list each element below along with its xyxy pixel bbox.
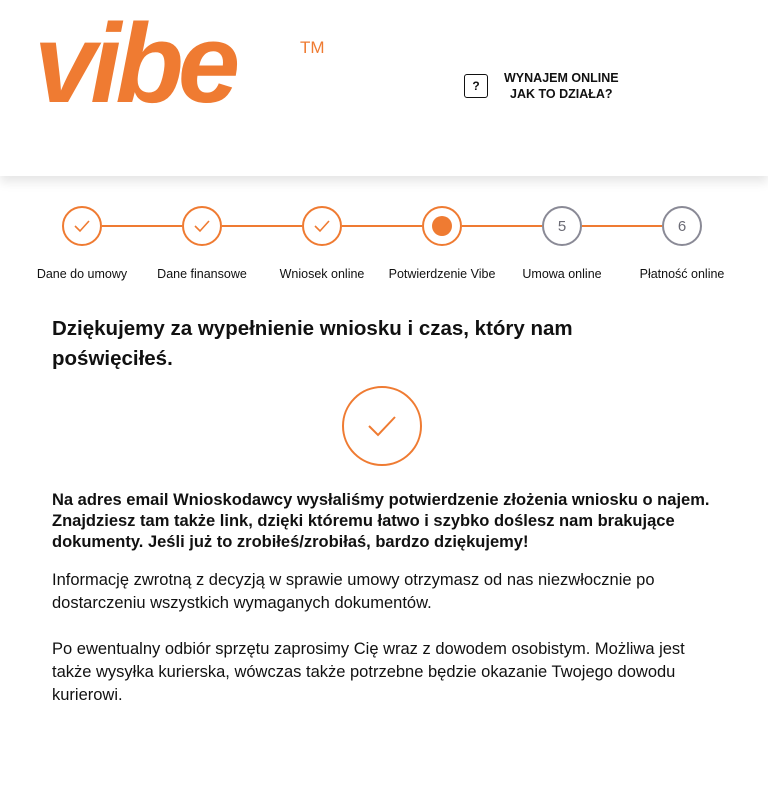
question-icon: ? xyxy=(464,74,488,98)
step-label: Umowa online xyxy=(522,267,602,281)
vibe-logo[interactable] xyxy=(30,1,330,146)
how-it-works-line-1: WYNAJEM ONLINE xyxy=(504,71,619,85)
how-it-works-line-2: JAK TO DZIAŁA? xyxy=(510,87,613,101)
step-circle-current xyxy=(422,206,462,246)
current-step-dot-icon xyxy=(432,216,452,236)
checkmark-icon xyxy=(313,219,331,233)
confirmation-content xyxy=(52,314,732,704)
email-confirmation-text: Na adres email Wnioskodawcy wysłaliśmy potwierdzenie złożenia wniosku o najem. Znajdziesz tam także link, dzięki któremu łatwo i szybko doślesz nam brakujące dokumenty. Jeśli już to zrobiłeś/zrobiłaś, bardzo dziękujemy! xyxy=(52,491,710,551)
step-label: Dane do umowy xyxy=(36,267,128,281)
step-circle-future: 5 xyxy=(542,206,582,246)
step-label: Płatność online xyxy=(639,267,725,281)
checkmark-icon xyxy=(193,219,211,233)
step-connector xyxy=(102,225,182,227)
checkmark-icon xyxy=(73,219,91,233)
decision-info-text: Informację zwrotną z decyzją w sprawie umowy otrzymasz od nas niezwłocznie po dostarczeniu wszystkich wymaganych dokumentów. xyxy=(52,571,655,612)
step-label: Potwierdzenie Vibe xyxy=(388,267,496,281)
how-it-works-link[interactable] xyxy=(464,70,619,102)
page-header xyxy=(0,0,768,176)
checkmark-icon xyxy=(366,414,398,438)
step-label: Wniosek online xyxy=(279,267,365,281)
success-badge xyxy=(342,386,422,466)
step-circle-done xyxy=(62,206,102,246)
step-connector xyxy=(342,225,422,227)
logo-trademark: TM xyxy=(300,38,325,57)
step-connector xyxy=(582,225,662,227)
step-circle-done xyxy=(182,206,222,246)
logo-wordmark: vibe xyxy=(34,1,235,126)
pickup-info-text: Po ewentualny odbiór sprzętu zaprosimy Cię wraz z dowodem osobistym. Możliwa jest także wysyłka kurierska, wówczas także potrzebne będzie okazanie Twojego dowodu kurierowi. xyxy=(52,640,685,704)
step-circle-done xyxy=(302,206,342,246)
progress-stepper xyxy=(0,206,768,286)
step-connector xyxy=(222,225,302,227)
page-title: Dziękujemy za wypełnienie wniosku i czas, który nam poświęciłeś. xyxy=(52,317,573,370)
step-circle-future: 6 xyxy=(662,206,702,246)
step-label: Dane finansowe xyxy=(157,267,247,281)
step-connector xyxy=(462,225,542,227)
how-it-works-label xyxy=(504,70,619,102)
